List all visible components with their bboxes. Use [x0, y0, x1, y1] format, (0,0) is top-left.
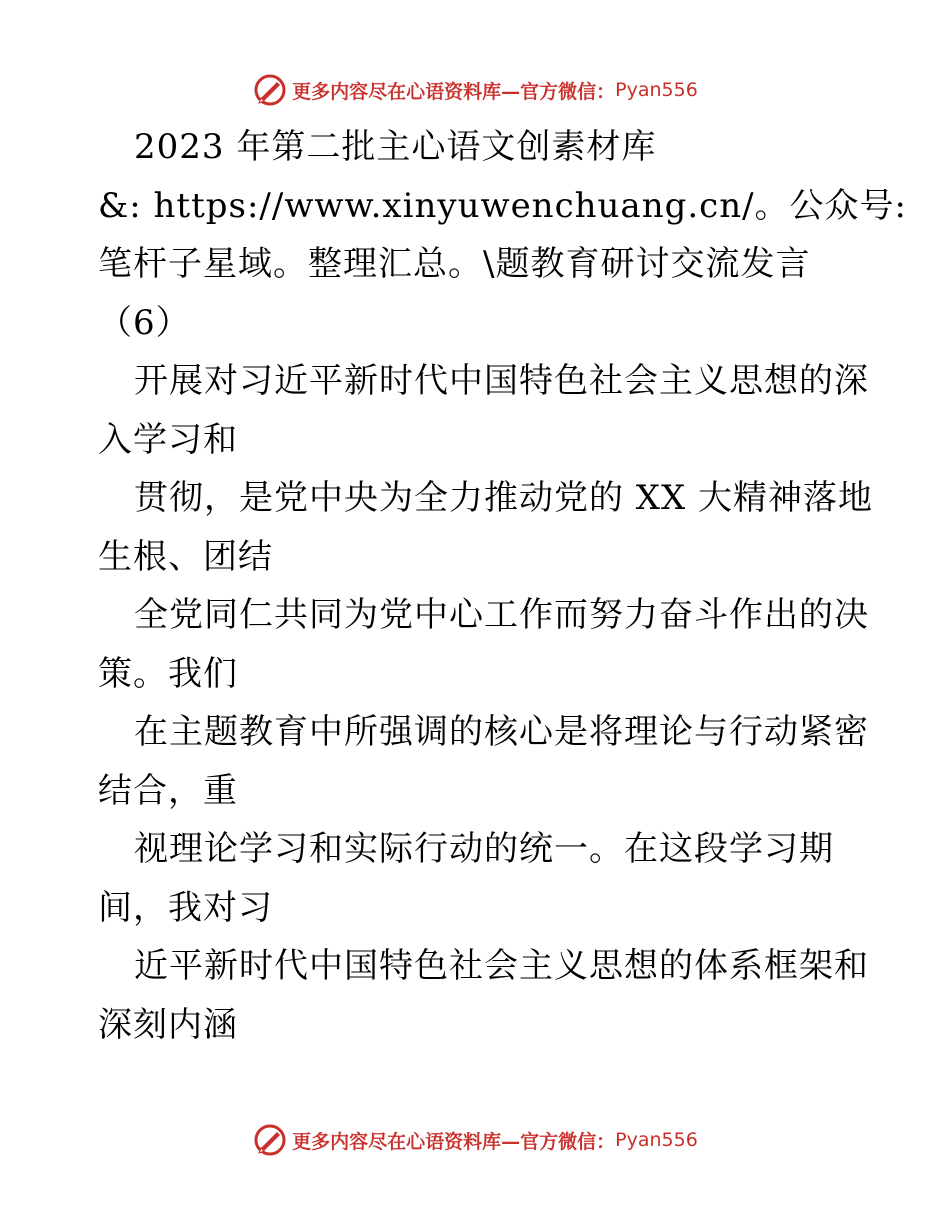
pen-logo-icon: [252, 72, 288, 108]
doc-line: 贯彻，是党中央为全力推动党的 XX 大精神落地: [134, 478, 874, 518]
header-banner: [0, 70, 950, 110]
doc-line: 2023 年第二批主心语文创素材库: [134, 127, 657, 167]
doc-line: 间，我对习: [98, 887, 273, 928]
doc-line: 近平新时代中国特色社会主义思想的体系框架和: [134, 946, 869, 986]
wechat-id: Pyan556: [615, 1129, 698, 1151]
document-body: [98, 118, 908, 1054]
doc-line: 笔杆子星域。整理汇总。\题教育研讨交流发言: [98, 244, 811, 284]
doc-line: 开展对习近平新时代中国特色社会主义思想的深: [134, 361, 869, 401]
doc-line: 策。我们: [98, 653, 238, 694]
doc-line: 全党同仁共同为党中心工作而努力奋斗作出的决: [134, 595, 869, 635]
doc-line: 生根、团结: [98, 536, 273, 577]
doc-line: 入学习和: [98, 419, 238, 460]
banner-text: 更多内容尽在心语资料库—官方微信：: [292, 1130, 616, 1153]
doc-line: 在主题教育中所强调的核心是将理论与行动紧密: [134, 712, 869, 752]
wechat-id: Pyan556: [615, 79, 698, 101]
banner-text: 更多内容尽在心语资料库—官方微信：: [292, 80, 616, 103]
doc-line: 结合，重: [98, 770, 238, 811]
footer-banner: [0, 1120, 950, 1160]
pen-logo-icon: [252, 1122, 288, 1158]
doc-line: &: https://www.xinyuwenchuang.cn/。公众号:: [98, 185, 908, 226]
doc-line: 视理论学习和实际行动的统一。在这段学习期: [134, 829, 834, 869]
doc-line: 深刻内涵: [98, 1004, 238, 1045]
doc-line: （6）: [98, 302, 191, 343]
